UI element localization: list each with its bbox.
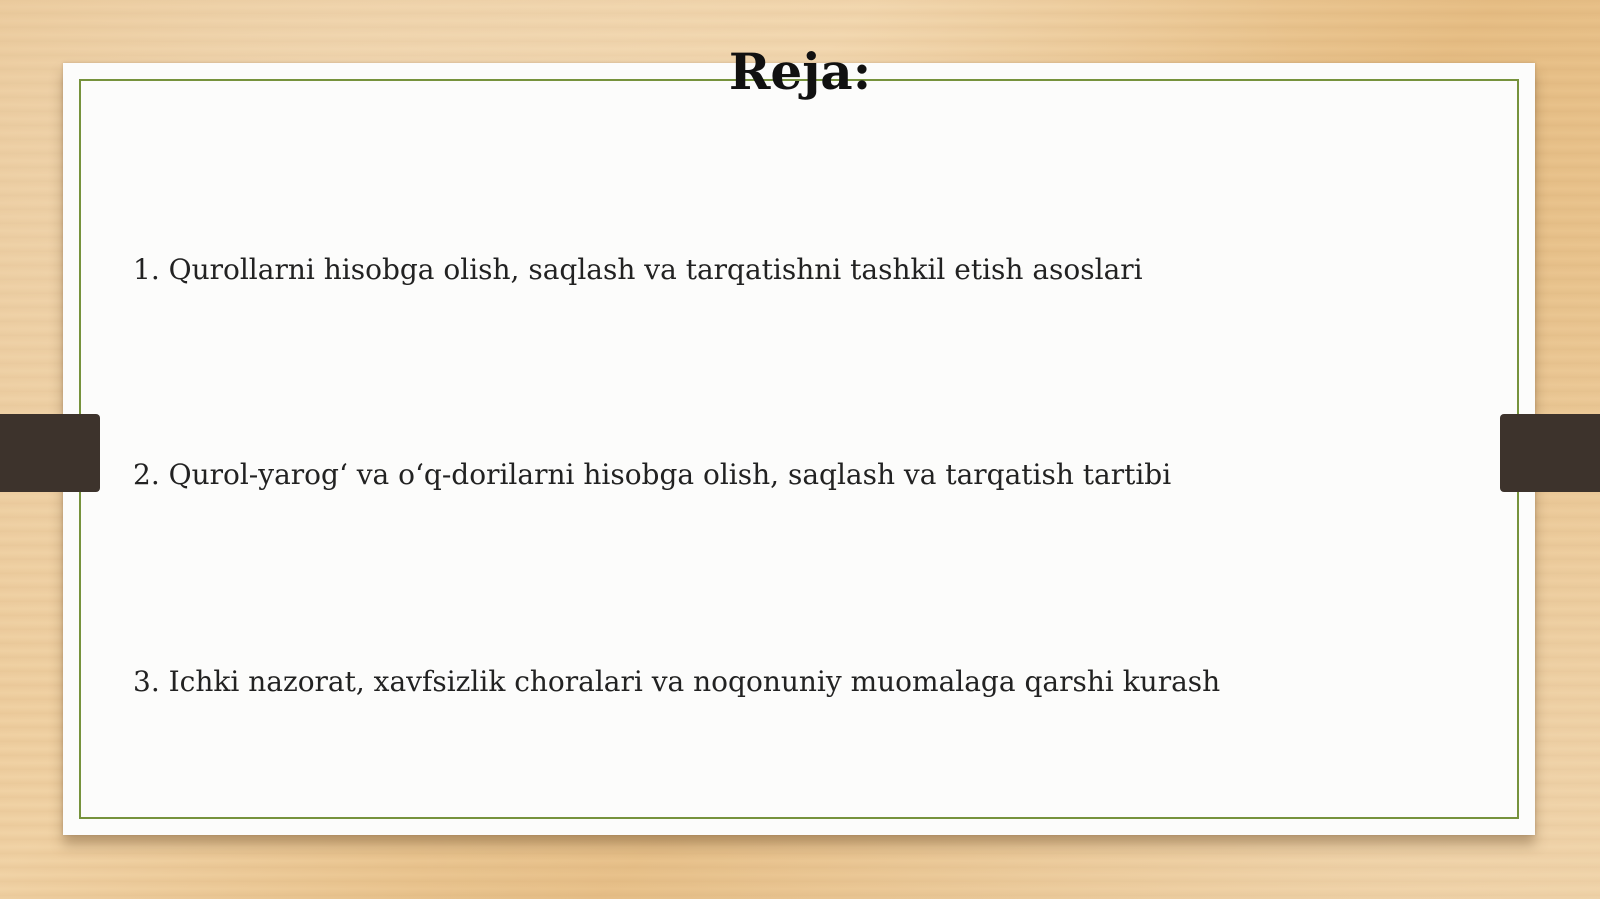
list-item: 2. Qurol-yarog‘ va o‘q-dorilarni hisobga olish, saqlash va tarqatish tartibi (133, 458, 1172, 491)
left-tab-decoration (0, 414, 100, 492)
slide-frame-border (79, 79, 1519, 819)
right-tab-decoration (1500, 414, 1600, 492)
list-item: 1. Qurollarni hisobga olish, saqlash va tarqatishni tashkil etish asoslari (133, 253, 1143, 286)
slide-card (63, 63, 1535, 835)
slide-title: Reja: (728, 42, 872, 101)
list-item: 3. Ichki nazorat, xavfsizlik choralari va noqonuniy muomalaga qarshi kurash (133, 665, 1221, 698)
